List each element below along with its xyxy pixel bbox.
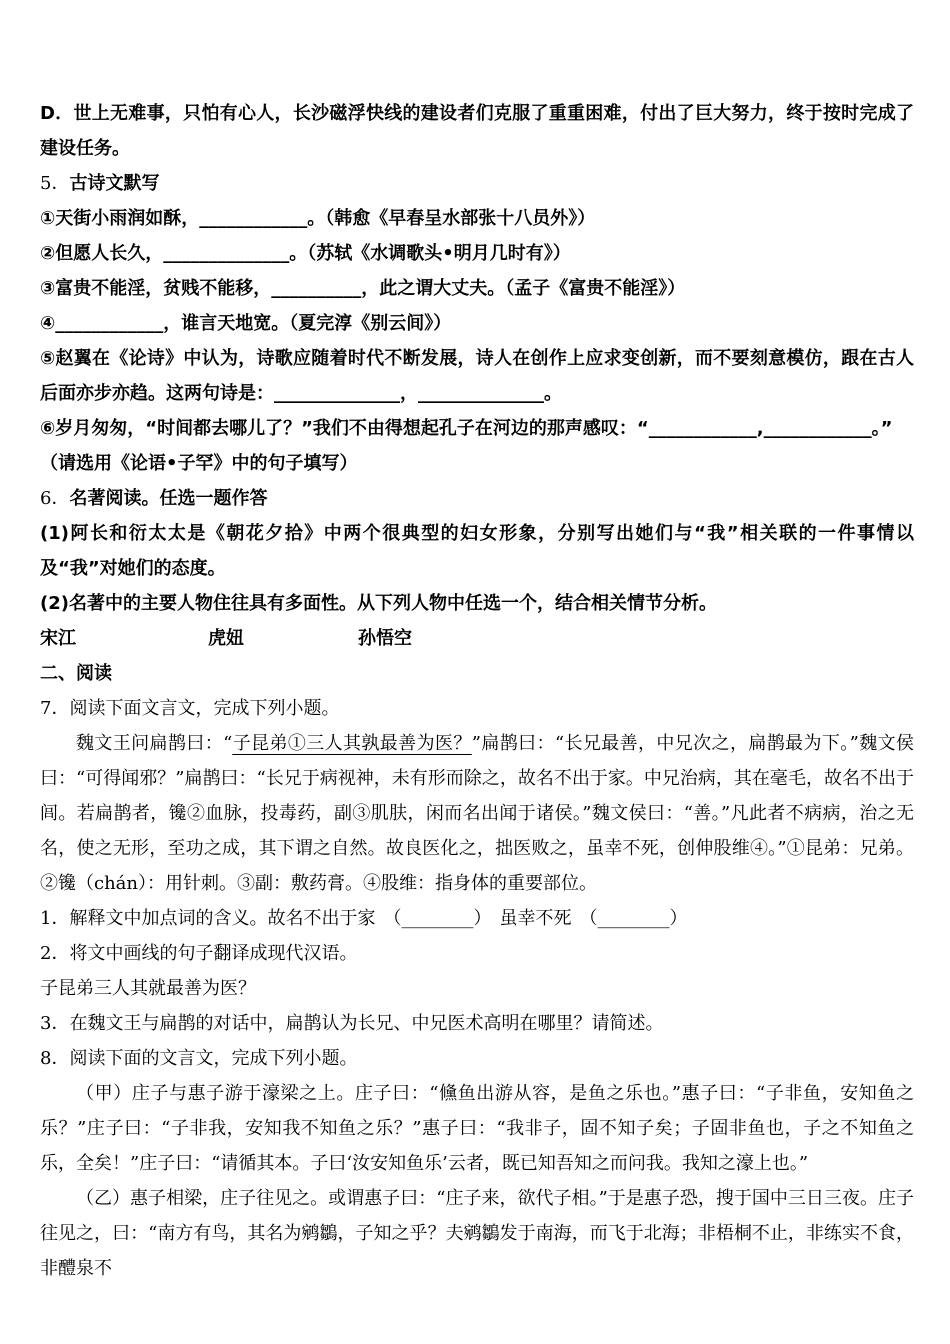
q6-name-options (40, 621, 914, 656)
q7-sub1-intro: 1．解释文中加点词的含义。 (40, 908, 268, 929)
q7-sub1-phrase2: 虽幸不死 (499, 908, 572, 929)
q8-intro: 8．阅读下面的文言文，完成下列小题。 (40, 1048, 358, 1069)
q7-translate-line: 子昆弟三人其就最善为医？ (40, 978, 256, 999)
q7-sub1-phrase1: 故名不出于家 (267, 908, 376, 929)
name-option-huniu: 虎妞 (208, 628, 244, 649)
q8-passage-yi: （乙）惠子相梁，庄子往见之。或谓惠子曰：“庄子来，欲代子相。”于是惠子恐，搜于国中三日三夜。庄子往见之，曰：“南方有鸟，其名为鹓鶵，子知之乎？夫鹓鶵发于南海，而飞于北海；非梧桐不止，非练实不食，非醴泉不 (40, 1188, 914, 1279)
q6-part2: (2)名著中的主要人物住往具有多面性。从下列人物中任选一个，结合相关情节分析。 (40, 593, 717, 614)
q5-item-3: ③富贵不能淫，贫贱不能移，__________，此之谓大丈夫。（孟子《富贵不能淫》） (40, 278, 686, 299)
q5-number: 5． (40, 173, 70, 194)
q5-item-2: ②但愿人长久，______________。（苏轼《水调歌头•明月几时有》） (40, 243, 571, 264)
q7-sub1-blank1: （________） (383, 908, 492, 929)
name-option-songjiang: 宋江 (40, 628, 76, 649)
q6-number: 6． (40, 488, 70, 509)
q7-sub1-blank2: （________） (579, 908, 688, 929)
q5-title: 古诗文默写 (69, 173, 160, 194)
q7-sub2: 2．将文中画线的句子翻译成现代汉语。 (40, 943, 358, 964)
q6-title: 名著阅读。任选一题作答 (69, 488, 268, 509)
q6-part1: (1)阿长和衍太太是《朝花夕拾》中两个很典型的妇女形象，分别写出她们与“我”相关联的一件事情以及“我”对她们的态度。 (40, 523, 914, 579)
q5-note: （请选用《论语•子罕》中的句子填写） (40, 453, 358, 474)
q6-header (40, 481, 914, 516)
q7-sub1 (40, 901, 914, 936)
q8-passage-jia: （甲）庄子与惠子游于濠梁之上。庄子曰：“儵鱼出游从容，是鱼之乐也。”惠子曰：“子非鱼，安知鱼之乐？”庄子曰：“子非我，安知我不知鱼之乐？”惠子曰：“我非子，固不知子矣；子固非鱼也，子之不知鱼之乐，全矣！”庄子曰：“请循其本。子曰‘汝安知鱼乐’云者，既已知吾知之而问我。我知之濠上也。” (40, 1083, 914, 1174)
q7-passage-underlined-sentence: 子昆弟①三人其孰最善为医？ (232, 733, 472, 754)
name-option-sunwukong: 孙悟空 (358, 628, 412, 649)
q7-passage-post: ”扁鹊曰：“长兄最善，中兄次之，扁鹊最为下。”魏文侯曰：“可得闻邪？”扁鹊曰：“长兄于病视神，未有形而除之，故名不出于家。中兄治病，其在毫毛，故名不出于闾。若扁鹊者，镵②血脉，投毒药，副③肌肤，闲而名出闻于诸侯。”魏文侯曰：“善。”凡此者不病病，治之无名，使之无形，至功之成，其下谓之自然。故良医化之，拙医败之，虽幸不死，创伸股维④。”①昆弟：兄弟。②镵（chán）：用针刺。③副：敷药膏。④股维：指身体的重要部位。 (40, 733, 915, 894)
q7-passage-pre: 魏文王问扁鹊曰：“ (76, 733, 233, 754)
q5-header (40, 166, 914, 201)
q5-item-6: ⑥岁月匆匆，“时间都去哪儿了？”我们不由得想起孔子在河边的那声感叹：“____________,____________。” (40, 418, 893, 439)
option-d: D．世上无难事，只怕有心人，长沙磁浮快线的建设者们克服了重重困难，付出了巨大努力，终于按时完成了建设任务。 (40, 103, 914, 159)
q7-intro: 7．阅读下面文言文，完成下列小题。 (40, 698, 340, 719)
q7-passage (40, 726, 914, 901)
q5-item-4: ④____________，谁言天地宽。（夏完淳《别云间》） (40, 313, 452, 334)
section-reading-heading: 二、阅读 (40, 663, 112, 684)
q5-item-1: ①天街小雨润如酥，____________。（韩愈《早春呈水部张十八员外》） (40, 208, 596, 229)
q5-item-5: ⑤赵翼在《论诗》中认为，诗歌应随着时代不断发展，诗人在创作上应求变创新，而不要刻意模仿，跟在古人后面亦步亦趋。这两句诗是：______________，______________。 (40, 348, 914, 404)
q7-sub3: 3．在魏文王与扁鹊的对话中，扁鹊认为长兄、中兄医术高明在哪里？请简述。 (40, 1013, 664, 1034)
